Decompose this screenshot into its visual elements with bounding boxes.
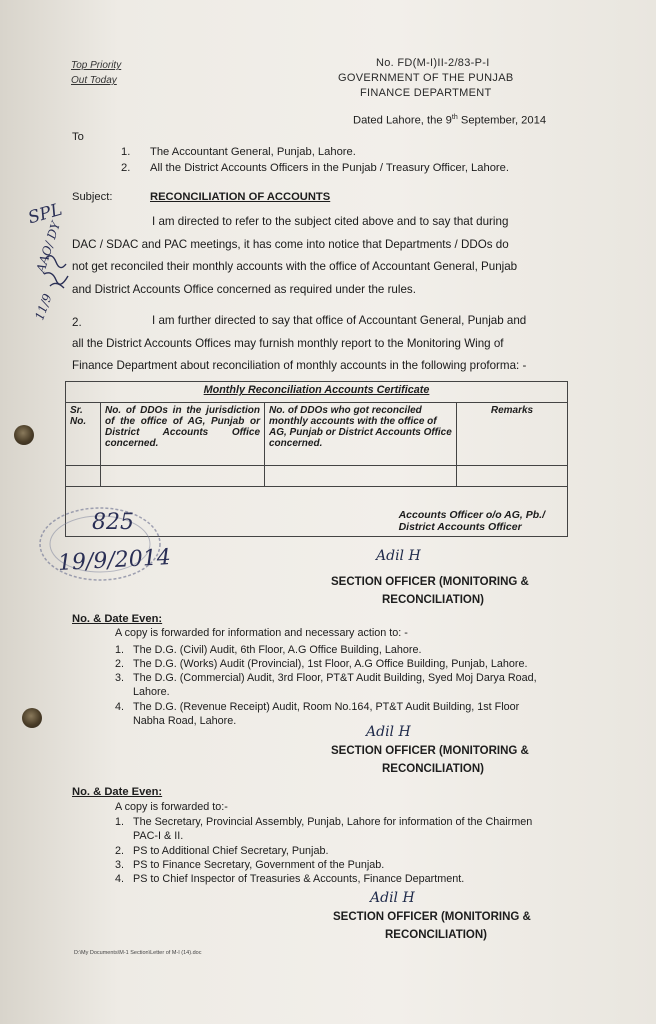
copy-intro: A copy is forwarded to:- <box>115 801 228 813</box>
paragraph-line: and District Accounts Office concerned as required under the rules. <box>72 282 416 296</box>
copy-intro: A copy is forwarded for information and necessary action to: - <box>115 627 408 639</box>
paragraph-2 <box>72 310 558 378</box>
file-path: D:\My Documents\M-1 Section\Letter of M-I (14).doc <box>74 950 202 956</box>
to-label: To <box>72 131 84 143</box>
priority-label: Top Priority <box>71 60 122 71</box>
government-name: GOVERNMENT OF THE PUNJAB <box>338 72 514 84</box>
paragraph-line: I am directed to refer to the subject cited above and to say that during <box>152 215 509 228</box>
copy-item-num: 2. <box>115 658 125 670</box>
handwritten-scribble <box>40 250 80 298</box>
copy-heading: No. & Date Even: <box>72 613 163 625</box>
handwritten-note: AAO/ DY <box>33 219 64 275</box>
to-item-num: 2. <box>121 162 131 174</box>
copy-heading: No. & Date Even: <box>72 786 163 798</box>
col-sr-no: Sr. No. <box>66 403 101 466</box>
paragraph-2-number: 2. <box>72 316 82 329</box>
handwritten-note: SPL <box>25 199 65 229</box>
copy-item-num: 4. <box>115 701 125 713</box>
col-ddos-reconciled: No. of DDOs who got reconciled monthly accounts with the office of AG, Punjab or District Accounts Office concerned. <box>265 403 457 466</box>
certificate-title: Monthly Reconciliation Accounts Certificate <box>203 384 430 396</box>
copy-item-continued: Nabha Road, Lahore. <box>133 715 237 727</box>
signature: Adil H <box>376 548 421 564</box>
copy-item-num: 2. <box>115 845 125 857</box>
empty-cell <box>265 466 457 487</box>
paragraph-1 <box>72 211 558 301</box>
to-item: The Accountant General, Punjab, Lahore. <box>150 146 356 158</box>
certificate-footer-line: District Accounts Officer <box>398 521 522 533</box>
handwritten-note: 11/9 <box>32 291 55 323</box>
certificate-footer-line: Accounts Officer o/o AG, Pb./ <box>398 509 545 521</box>
copy-item-continued: Lahore. <box>133 686 170 698</box>
copy-item-num: 3. <box>115 859 125 871</box>
punch-hole <box>22 708 42 728</box>
paragraph-line: Finance Department about reconciliation of monthly accounts in the following proforma: - <box>72 359 527 372</box>
dated-line: Dated Lahore, the 9th September, 2014 <box>353 114 547 127</box>
signatory-title: SECTION OFFICER (MONITORING & <box>333 911 531 923</box>
signatory-subtitle: RECONCILIATION) <box>382 763 485 775</box>
copy-item-num: 1. <box>115 644 125 656</box>
copy-item: The D.G. (Civil) Audit, 6th Floor, A.G Office Building, Lahore. <box>133 644 422 656</box>
copy-item-continued: PAC-I & II. <box>133 830 184 842</box>
to-item: All the District Accounts Officers in the Punjab / Treasury Officer, Lahore. <box>150 162 509 174</box>
stamp-date: 19/9/2014 <box>57 545 172 576</box>
col-ddos-jurisdiction: No. of DDOs in the jurisdiction of the office of AG, Punjab or District Accounts Office concerned. <box>101 403 265 466</box>
to-item-num: 1. <box>121 146 131 158</box>
empty-cell <box>101 466 265 487</box>
file-number: No. FD(M-I)II-2/83-P-I <box>376 57 490 69</box>
subject-label: Subject: <box>72 191 113 203</box>
copy-item: The D.G. (Commercial) Audit, 3rd Floor, PT&T Audit Building, Syed Moj Darya Road, <box>133 672 537 684</box>
copy-item: PS to Additional Chief Secretary, Punjab. <box>133 845 329 857</box>
copy-item-num: 3. <box>115 672 125 684</box>
punch-hole <box>14 425 34 445</box>
signatory-title: SECTION OFFICER (MONITORING & <box>331 745 529 757</box>
paragraph-line: not get reconciled their monthly accounts with the office of Accountant General, Punjab <box>72 260 518 273</box>
signatory-subtitle: RECONCILIATION) <box>382 594 485 606</box>
copy-item: The D.G. (Works) Audit (Provincial), 1st Floor, A.G Office Building, Punjab, Lahore. <box>133 658 528 670</box>
copy-item: PS to Finance Secretary, Government of the Punjab. <box>133 859 385 871</box>
subject-title: RECONCILIATION OF ACCOUNTS <box>150 191 331 203</box>
paragraph-line: I am further directed to say that office of Accountant General, Punjab and <box>152 314 527 327</box>
copy-item: The Secretary, Provincial Assembly, Punjab, Lahore for information of the Chairmen <box>133 816 533 828</box>
empty-cell <box>66 466 101 487</box>
certificate-title-cell <box>66 382 568 403</box>
department-name: FINANCE DEPARTMENT <box>360 87 492 99</box>
stamp-number: 825 <box>92 510 134 535</box>
col-remarks: Remarks <box>457 403 568 466</box>
signatory-subtitle: RECONCILIATION) <box>385 929 488 941</box>
signature: Adil H <box>366 724 411 740</box>
copy-item: The D.G. (Revenue Receipt) Audit, Room No.164, PT&T Audit Building, 1st Floor <box>133 701 520 713</box>
signature: Adil H <box>370 890 415 906</box>
out-today-label: Out Today <box>71 75 117 86</box>
empty-cell <box>457 466 568 487</box>
paragraph-line: all the District Accounts Offices may furnish monthly report to the Monitoring Wing of <box>72 336 504 350</box>
copy-item-num: 1. <box>115 816 125 828</box>
copy-item-num: 4. <box>115 873 125 885</box>
signatory-title: SECTION OFFICER (MONITORING & <box>331 576 529 588</box>
paragraph-line: DAC / SDAC and PAC meetings, it has come into notice that Departments / DDOs do <box>72 237 509 251</box>
copy-item: PS to Chief Inspector of Treasuries & Accounts, Finance Department. <box>133 873 465 885</box>
